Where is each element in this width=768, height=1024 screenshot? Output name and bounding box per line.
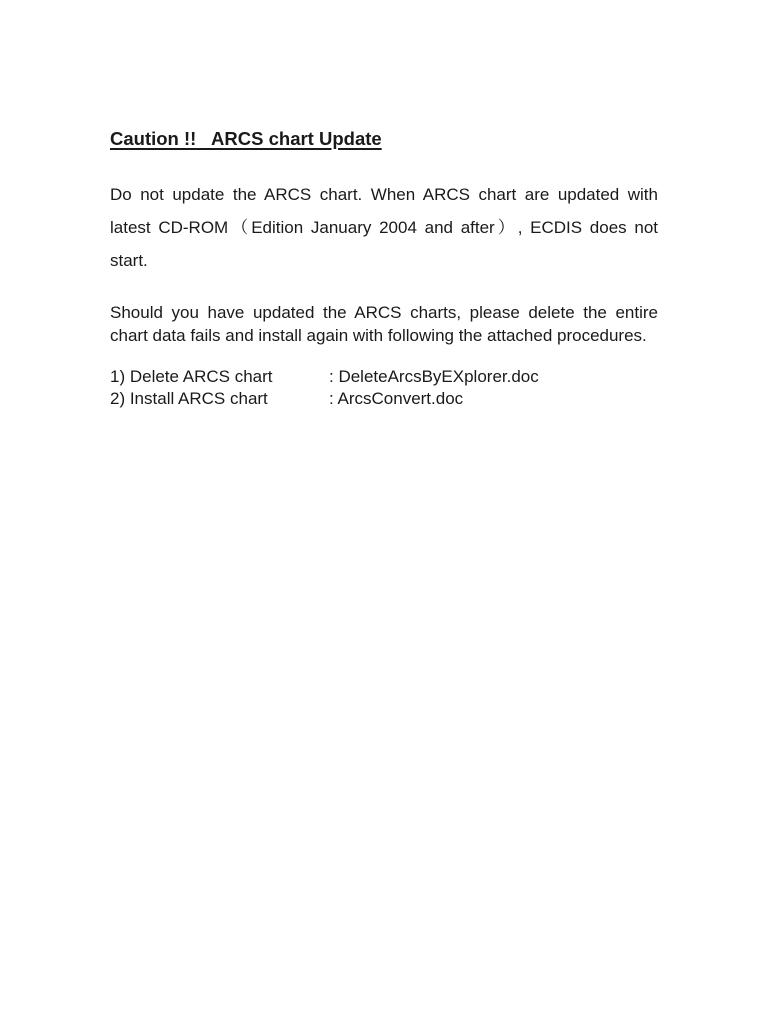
- step-label: 2) Install ARCS chart: [110, 389, 268, 408]
- document-page: [110, 128, 658, 410]
- document-title: Caution !! ARCS chart Update: [110, 128, 382, 149]
- step-file: : DeleteArcsByEXplorer.doc: [329, 367, 539, 386]
- step-file: : ArcsConvert.doc: [329, 389, 464, 408]
- step-label: 1) Delete ARCS chart: [110, 367, 273, 386]
- procedure-step-delete: [110, 366, 658, 388]
- instruction-paragraph: Should you have updated the ARCS charts, please delete the entire chart data fails and install again with following the attached procedures.: [110, 303, 658, 345]
- procedure-list: [110, 366, 658, 410]
- warning-paragraph: Do not update the ARCS chart. When ARCS chart are updated with latest CD-ROM（Edition January 2004 and after）, ECDIS does not start.: [110, 185, 658, 270]
- procedure-step-install: [110, 388, 658, 410]
